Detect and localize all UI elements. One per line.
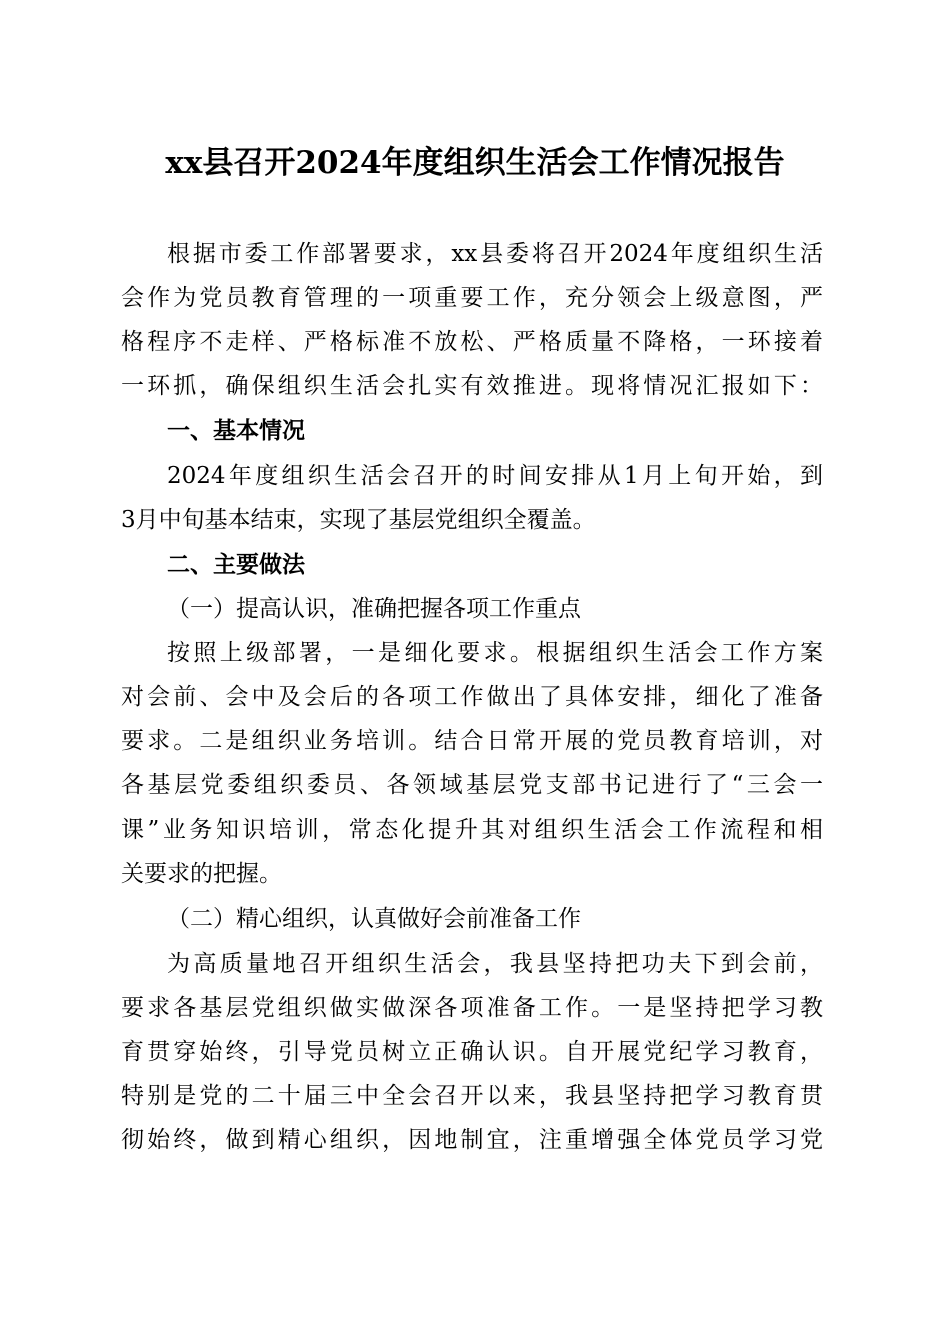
section-heading: 二、主要做法 (167, 552, 305, 578)
document-title: xx县召开2024年度组织生活会工作情况报告 (165, 145, 785, 181)
paragraph-line: 要求各基层党组织做实做深各项准备工作。一是坚持把学习教 (121, 995, 823, 1021)
paragraph-line: 3月中旬基本结束，实现了基层党组织全覆盖。 (121, 507, 596, 533)
paragraph-line: 关要求的把握。 (121, 861, 282, 887)
paragraph-line: 课”业务知识培训，常态化提升其对组织生活会工作流程和相 (121, 817, 823, 843)
paragraph-line: 彻始终，做到精心组织，因地制宜，注重增强全体党员学习党 (121, 1127, 823, 1153)
paragraph-line: 根据市委工作部署要求，xx县委将召开2024年度组织生活 (167, 241, 823, 267)
paragraph-line: 育贯穿始终，引导党员树立正确认识。自开展党纪学习教育， (121, 1039, 823, 1065)
paragraph-line: 一环抓，确保组织生活会扎实有效推进。现将情况汇报如下： (121, 373, 823, 399)
paragraph-line: 会作为党员教育管理的一项重要工作，充分领会上级意图，严 (121, 285, 823, 311)
subsection-heading: （一）提高认识，准确把握各项工作重点 (167, 596, 581, 622)
paragraph-line: 按照上级部署，一是细化要求。根据组织生活会工作方案 (167, 640, 823, 666)
paragraph-line: 对会前、会中及会后的各项工作做出了具体安排，细化了准备 (121, 684, 823, 710)
paragraph-line: 要求。二是组织业务培训。结合日常开展的党员教育培训，对 (121, 728, 823, 754)
paragraph-line: 为高质量地召开组织生活会，我县坚持把功夫下到会前， (167, 951, 823, 977)
paragraph-line: 各基层党委组织委员、各领域基层党支部书记进行了“三会一 (121, 772, 823, 798)
paragraph-line: 2024年度组织生活会召开的时间安排从1月上旬开始，到 (167, 463, 823, 489)
paragraph-line: 格程序不走样、严格标准不放松、严格质量不降格，一环接着 (121, 329, 823, 355)
subsection-heading: （二）精心组织，认真做好会前准备工作 (167, 906, 581, 932)
paragraph-line: 特别是党的二十届三中全会召开以来，我县坚持把学习教育贯 (121, 1083, 823, 1109)
section-heading: 一、基本情况 (167, 418, 305, 444)
